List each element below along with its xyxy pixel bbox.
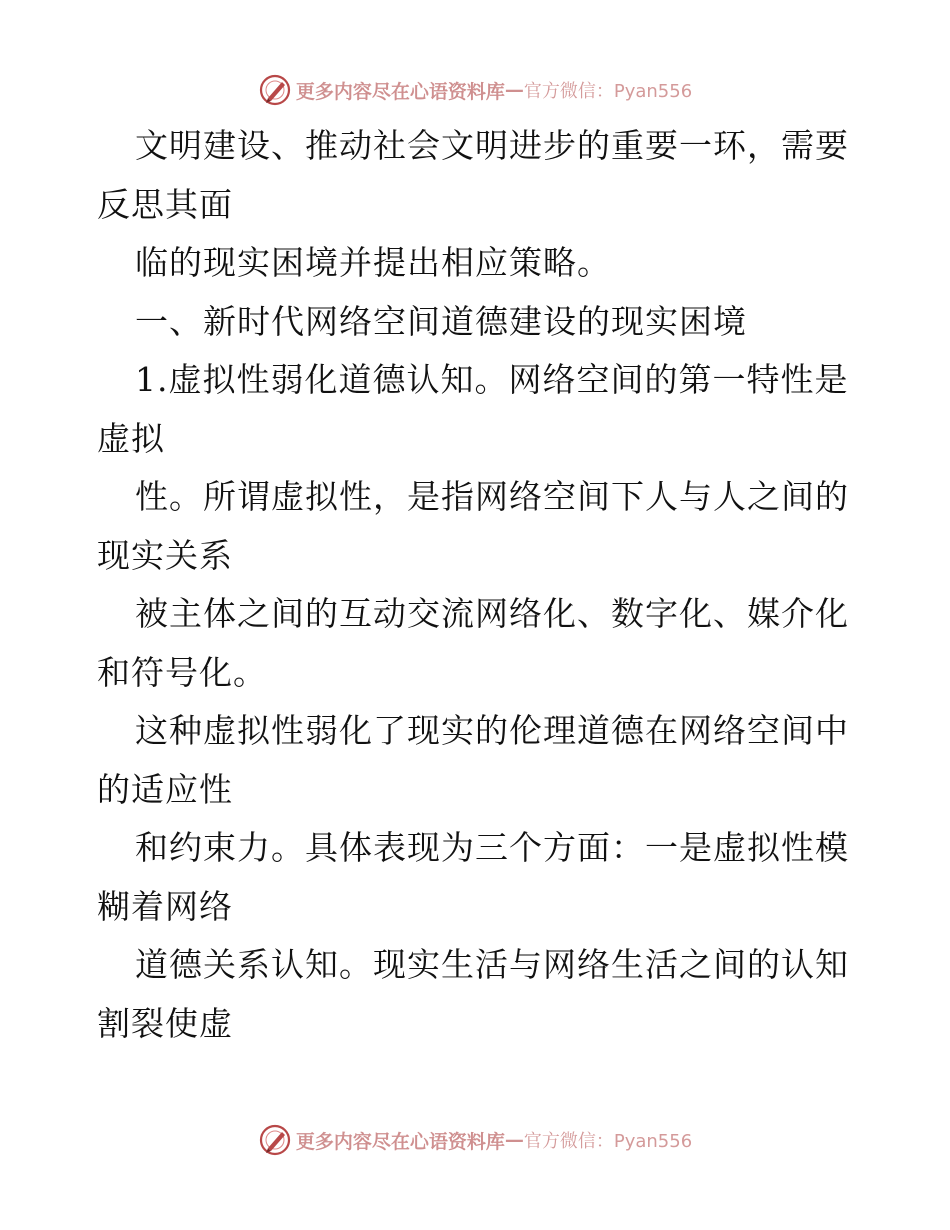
text-line: 虚拟 bbox=[97, 418, 165, 458]
pen-logo-icon bbox=[258, 1123, 292, 1157]
text-line: 和约束力。具体表现为三个方面：一是虚拟性模 bbox=[135, 828, 849, 867]
text-line: 糊着网络 bbox=[97, 886, 233, 926]
pen-logo-icon bbox=[258, 73, 292, 107]
text-line: 一、新时代网络空间道德建设的现实困境 bbox=[135, 301, 747, 341]
header-banner bbox=[0, 70, 950, 110]
banner-wechat: 官方微信：Pyan556 bbox=[523, 81, 693, 102]
text-line: 反思其面 bbox=[97, 184, 233, 224]
text-line: 被主体之间的互动交流网络化、数字化、媒介化 bbox=[135, 594, 849, 633]
text-line: 的适应性 bbox=[97, 769, 233, 809]
text-line: 这种虚拟性弱化了现实的伦理道德在网络空间中 bbox=[135, 711, 849, 750]
banner-dash: — bbox=[504, 79, 524, 101]
text-line: 道德关系认知。现实生活与网络生活之间的认知 bbox=[135, 945, 849, 984]
document-body bbox=[97, 117, 857, 1053]
text-line: 现实关系 bbox=[97, 535, 233, 575]
footer-banner bbox=[0, 1120, 950, 1160]
text-line: 割裂使虚 bbox=[97, 1003, 233, 1043]
text-line: 1.虚拟性弱化道德认知。网络空间的第一特性是 bbox=[135, 360, 849, 399]
text-line: 文明建设、推动社会文明进步的重要一环，需要 bbox=[135, 126, 849, 165]
footer-banner-dash: — bbox=[504, 1129, 524, 1151]
footer-banner-title: 更多内容尽在心语资料库 bbox=[295, 1130, 505, 1153]
text-line: 临的现实困境并提出相应策略。 bbox=[135, 243, 611, 282]
footer-banner-wechat: 官方微信：Pyan556 bbox=[523, 1131, 693, 1152]
text-line: 和符号化。 bbox=[97, 652, 267, 692]
text-line: 性。所谓虚拟性，是指网络空间下人与人之间的 bbox=[135, 477, 849, 516]
banner-title: 更多内容尽在心语资料库 bbox=[295, 80, 505, 103]
